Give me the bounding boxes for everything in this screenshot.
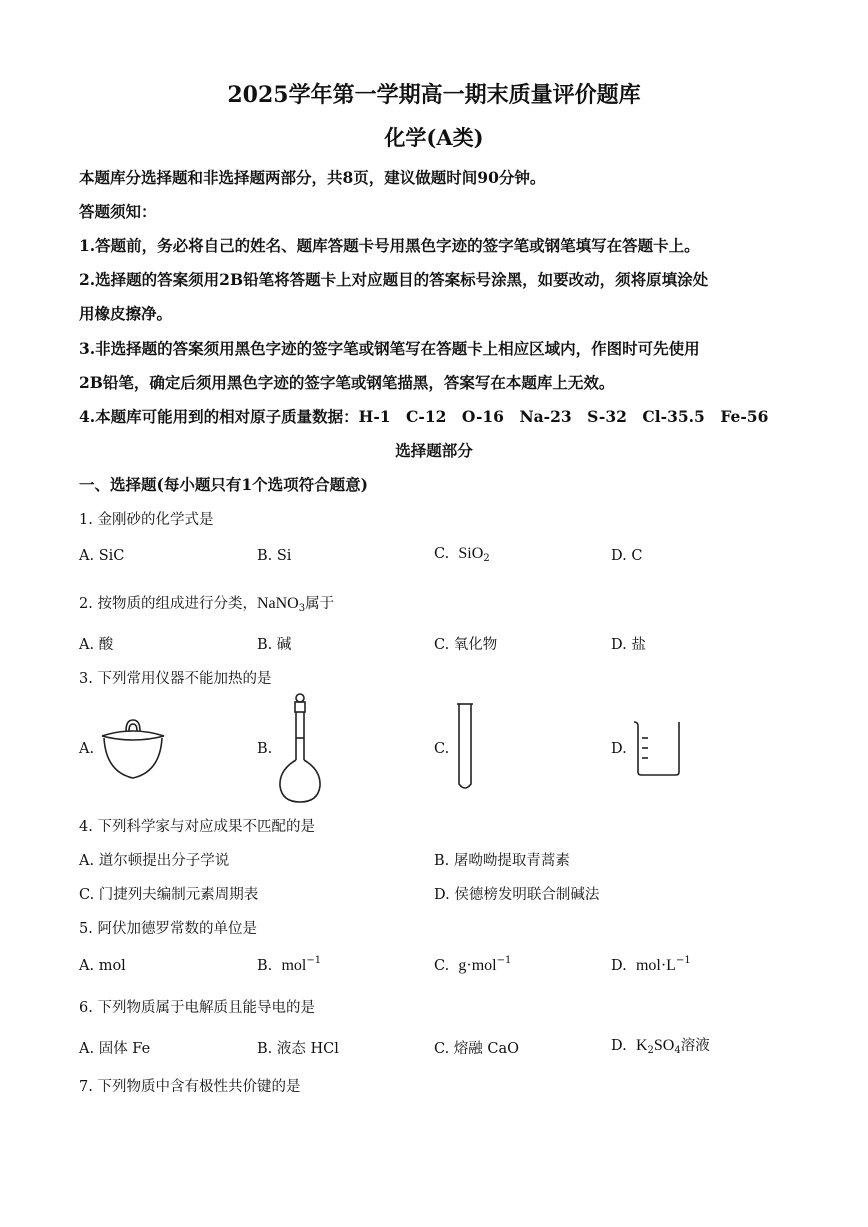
q4-option-d: D. 侯德榜发明联合制碱法 <box>434 887 600 903</box>
page-subtitle: 化学(A类) <box>384 125 484 150</box>
q2-stem-subscript: 3 <box>298 603 306 614</box>
beaker-icon <box>632 718 684 778</box>
test-tube-icon <box>454 702 476 794</box>
q1-option-b: B. Si <box>257 548 292 564</box>
q6-option-d <box>611 1034 710 1056</box>
rule-2-line-1: 2.选择题的答案须用2B铅笔将答题卡上对应题目的答案标号涂黑，如要改动，须将原填涂处 <box>79 270 709 289</box>
q6-option-d-label: D. <box>611 1038 627 1054</box>
q5-option-d-unit: mol·L <box>635 957 676 974</box>
q1-stem: 1. 金刚砂的化学式是 <box>79 512 214 528</box>
q6-option-c: C. 熔融 CaO <box>434 1041 520 1057</box>
q3-option-c: C. <box>434 741 450 757</box>
q4-option-a: A. 道尔顿提出分子学说 <box>79 853 230 869</box>
q2-option-c: C. 氧化物 <box>434 637 498 653</box>
q5-option-d <box>611 955 691 975</box>
rule-4: 4.本题库可能用到的相对原子质量数据：H-1 C-12 O-16 Na-23 S-32 Cl-35.5 Fe-56 <box>79 407 769 426</box>
rule-3-line-1: 3.非选择题的答案须用黑色字迹的签字笔或钢笔写在答题卡上相应区域内，作图时可先使用 <box>79 339 700 358</box>
q3-option-d: D. <box>611 741 627 757</box>
q2-option-d: D. 盐 <box>611 637 646 653</box>
q3-stem: 3. 下列常用仪器不能加热的是 <box>79 671 272 687</box>
q3-option-a: A. <box>79 741 95 757</box>
q6-option-d-sulfate: SO <box>653 1037 675 1054</box>
q2-stem-formula: NaNO <box>256 595 299 612</box>
q5-option-d-label: D. <box>611 958 627 974</box>
q5-option-b-unit: mol <box>281 957 307 974</box>
q6-option-d-solution: 溶液 <box>680 1038 710 1054</box>
q7-stem: 7. 下列物质中含有极性共价键的是 <box>79 1079 301 1095</box>
q6-stem: 6. 下列物质属于电解质且能导电的是 <box>79 1000 315 1016</box>
q1-option-c-formula: SiO <box>458 545 484 562</box>
q2-option-b: B. 碱 <box>257 637 292 653</box>
q3-option-b: B. <box>257 741 273 757</box>
q5-option-c <box>434 955 511 975</box>
q4-stem: 4. 下列科学家与对应成果不匹配的是 <box>79 819 315 835</box>
q6-option-d-potassium: K <box>635 1037 648 1054</box>
q5-option-c-exponent: −1 <box>496 955 512 966</box>
q5-option-b-label: B. <box>257 958 273 974</box>
q1-option-c-subscript: 2 <box>483 553 490 564</box>
q2-option-a: A. 酸 <box>79 637 114 653</box>
q1-option-d: D. C <box>611 548 643 564</box>
q5-option-d-exponent: −1 <box>675 955 691 966</box>
page-title: 2025学年第一学期高一期末质量评价题库 <box>227 82 641 108</box>
q6-option-a: A. 固体 Fe <box>79 1041 151 1057</box>
part-title: 选择题部分 <box>395 441 473 460</box>
q1-option-c <box>434 545 490 564</box>
rule-1: 1.答题前，务必将自己的姓名、题库答题卡号用黑色字迹的签字笔或钢笔填写在答题卡上。 <box>79 236 700 255</box>
q5-option-b <box>257 955 321 975</box>
rule-2-line-2: 用橡皮擦净。 <box>79 304 173 323</box>
q2-stem <box>79 592 334 614</box>
section-heading: 一、选择题(每小题只有1个选项符合题意) <box>79 475 368 494</box>
q5-option-c-unit: g·mol <box>458 957 497 974</box>
q5-stem: 5. 阿伏加德罗常数的单位是 <box>79 921 257 937</box>
q6-option-d-potassium-subscript: 2 <box>647 1045 654 1056</box>
q1-option-c-label: C. <box>434 546 450 562</box>
q4-option-b: B. 屠呦呦提取青蒿素 <box>434 853 570 869</box>
q6-option-d-sulfate-subscript: 4 <box>674 1045 681 1056</box>
notice-label: 答题须知： <box>79 202 157 221</box>
volumetric-flask-icon <box>276 692 324 806</box>
q6-option-b: B. 液态 HCl <box>257 1041 339 1057</box>
q2-stem-post: 属于 <box>305 596 335 612</box>
rule-3-line-2: 2B铅笔，确定后须用黑色字迹的签字笔或钢笔描黑，答案写在本题库上无效。 <box>79 373 615 392</box>
intro-text: 本题库分选择题和非选择题两部分，共8页，建议做题时间90分钟。 <box>79 168 546 187</box>
q1-option-a: A. SiC <box>79 548 125 564</box>
q5-option-c-label: C. <box>434 958 450 974</box>
q2-stem-text: 2. 按物质的组成进行分类， <box>79 596 257 612</box>
q5-option-a: A. mol <box>79 958 126 974</box>
crucible-icon <box>98 714 168 784</box>
q4-option-c: C. 门捷列夫编制元素周期表 <box>79 887 259 903</box>
q5-option-b-exponent: −1 <box>306 955 322 966</box>
